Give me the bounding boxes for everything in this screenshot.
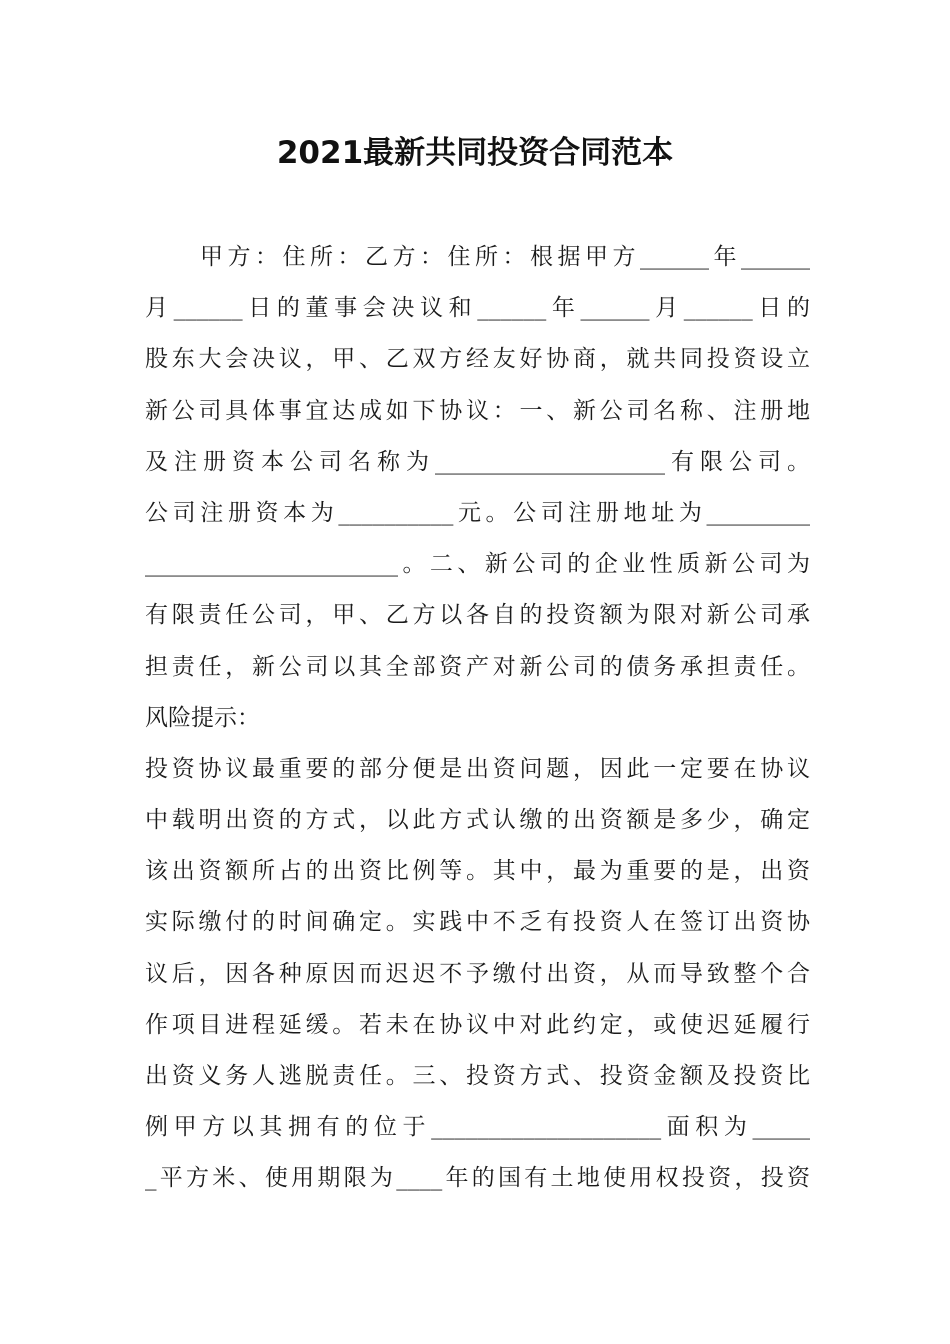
body-line: 新公司具体事宜达成如下协议：一、新公司名称、注册地 [145,397,810,424]
body-line: 甲方：住所：乙方：住所：根据甲方______年______ [145,244,810,270]
body-line: 实际缴付的时间确定。实践中不乏有投资人在签订出资协 [145,909,810,936]
risk-notice-heading: 风险提示： [145,704,260,731]
body-line: 有限责任公司，甲、乙方以各自的投资额为限对新公司承 [145,602,810,629]
body-line: 股东大会决议，甲、乙双方经友好协商，就共同投资设立 [145,346,810,373]
body-line: 例甲方以其拥有的位于____________________面积为_____ [145,1114,810,1141]
body-line: 议后，因各种原因而迟迟不予缴付出资，从而导致整个合 [145,960,810,987]
body-line: 该出资额所占的出资比例等。其中，最为重要的是，出资 [145,858,810,885]
body-line: 公司注册资本为__________元。公司注册地址为_________ [145,499,810,526]
body-line: 投资协议最重要的部分便是出资问题，因此一定要在协议 [145,755,810,782]
body-line: 月______日的董事会决议和______年______月______日的 [145,295,810,322]
document-title: 2021最新共同投资合同范本 [276,135,674,171]
body-line: 担责任，新公司以其全部资产对新公司的债务承担责任。 [145,653,810,680]
body-line: _平方米、使用期限为____年的国有土地使用权投资，投资 [145,1165,810,1192]
body-line: 中载明出资的方式，以此方式认缴的出资额是多少，确定 [145,807,810,834]
body-line: ______________________。二、新公司的企业性质新公司为 [145,551,810,578]
body-line: 及注册资本公司名称为____________________有限公司。 [145,448,810,475]
body-line: 作项目进程延缓。若未在协议中对此约定，或使迟延履行 [145,1011,810,1038]
body-line: 出资义务人逃脱责任。三、投资方式、投资金额及投资比 [145,1063,810,1089]
document-body [145,232,810,1205]
